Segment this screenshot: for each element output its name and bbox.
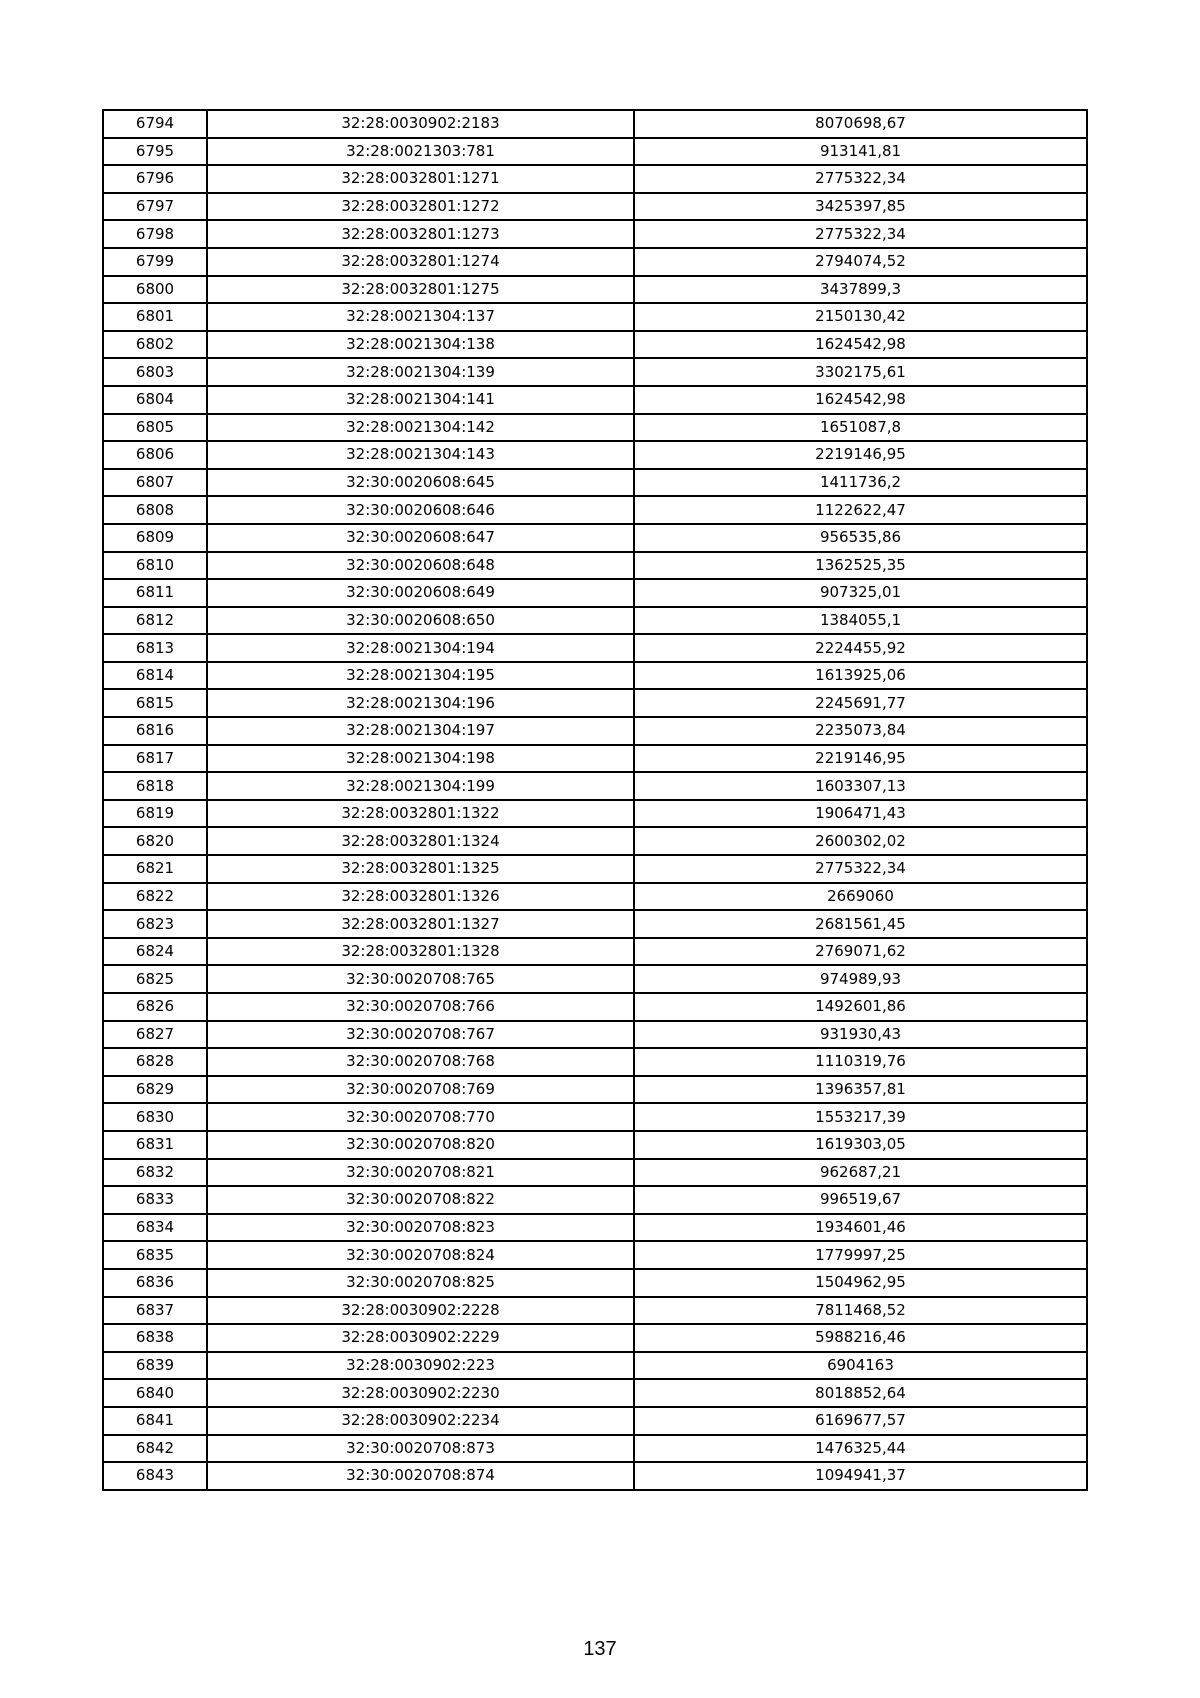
cadastral-number-cell: 32:28:0021304:194 [207, 634, 634, 662]
table-row [103, 110, 1087, 138]
table-row [103, 938, 1087, 966]
value-cell: 6169677,57 [634, 1407, 1087, 1435]
cadastral-number-cell: 32:28:0032801:1274 [207, 248, 634, 276]
row-number-cell: 6795 [103, 138, 207, 166]
table-row [103, 689, 1087, 717]
row-number-cell: 6804 [103, 386, 207, 414]
row-number-cell: 6827 [103, 1021, 207, 1049]
value-cell: 1906471,43 [634, 800, 1087, 828]
row-number-cell: 6819 [103, 800, 207, 828]
value-cell: 2219146,95 [634, 441, 1087, 469]
row-number-cell: 6803 [103, 358, 207, 386]
cadastral-number-cell: 32:28:0030902:223 [207, 1352, 634, 1380]
row-number-cell: 6840 [103, 1379, 207, 1407]
value-cell: 907325,01 [634, 579, 1087, 607]
value-cell: 2681561,45 [634, 910, 1087, 938]
row-number-cell: 6801 [103, 303, 207, 331]
value-cell: 2775322,34 [634, 855, 1087, 883]
row-number-cell: 6812 [103, 607, 207, 635]
cadastral-number-cell: 32:30:0020708:770 [207, 1103, 634, 1131]
row-number-cell: 6833 [103, 1186, 207, 1214]
table-row [103, 276, 1087, 304]
cadastral-number-cell: 32:28:0032801:1275 [207, 276, 634, 304]
table-row [103, 827, 1087, 855]
table-row [103, 1462, 1087, 1490]
table-row [103, 358, 1087, 386]
value-cell: 1624542,98 [634, 386, 1087, 414]
value-cell: 962687,21 [634, 1159, 1087, 1187]
value-cell: 6904163 [634, 1352, 1087, 1380]
row-number-cell: 6811 [103, 579, 207, 607]
table-row [103, 1379, 1087, 1407]
row-number-cell: 6807 [103, 469, 207, 497]
table-row [103, 303, 1087, 331]
table-row [103, 1269, 1087, 1297]
row-number-cell: 6842 [103, 1435, 207, 1463]
row-number-cell: 6831 [103, 1131, 207, 1159]
cadastral-number-cell: 32:30:0020708:873 [207, 1435, 634, 1463]
cadastral-number-cell: 32:28:0021304:195 [207, 662, 634, 690]
value-cell: 2224455,92 [634, 634, 1087, 662]
row-number-cell: 6805 [103, 414, 207, 442]
value-cell: 1411736,2 [634, 469, 1087, 497]
cadastral-number-cell: 32:28:0032801:1325 [207, 855, 634, 883]
value-cell: 2245691,77 [634, 689, 1087, 717]
table-row [103, 441, 1087, 469]
table-row [103, 1159, 1087, 1187]
value-cell: 1384055,1 [634, 607, 1087, 635]
cadastral-number-cell: 32:28:0032801:1328 [207, 938, 634, 966]
value-cell: 1613925,06 [634, 662, 1087, 690]
row-number-cell: 6816 [103, 717, 207, 745]
cadastral-number-cell: 32:28:0032801:1326 [207, 883, 634, 911]
table-row [103, 993, 1087, 1021]
row-number-cell: 6834 [103, 1214, 207, 1242]
table-row [103, 331, 1087, 359]
table-row [103, 579, 1087, 607]
value-cell: 2235073,84 [634, 717, 1087, 745]
value-cell: 931930,43 [634, 1021, 1087, 1049]
table-row [103, 745, 1087, 773]
row-number-cell: 6838 [103, 1324, 207, 1352]
row-number-cell: 6841 [103, 1407, 207, 1435]
table-row [103, 1352, 1087, 1380]
cadastral-number-cell: 32:28:0030902:2183 [207, 110, 634, 138]
row-number-cell: 6815 [103, 689, 207, 717]
cadastral-number-cell: 32:30:0020708:823 [207, 1214, 634, 1242]
cadastral-number-cell: 32:28:0032801:1322 [207, 800, 634, 828]
row-number-cell: 6813 [103, 634, 207, 662]
row-number-cell: 6796 [103, 165, 207, 193]
cadastral-number-cell: 32:30:0020708:825 [207, 1269, 634, 1297]
value-cell: 2669060 [634, 883, 1087, 911]
value-cell: 1094941,37 [634, 1462, 1087, 1490]
value-cell: 913141,81 [634, 138, 1087, 166]
cadastral-number-cell: 32:30:0020708:822 [207, 1186, 634, 1214]
table-row [103, 1076, 1087, 1104]
table-row [103, 1021, 1087, 1049]
value-cell: 3302175,61 [634, 358, 1087, 386]
value-cell: 3437899,3 [634, 276, 1087, 304]
cadastral-number-cell: 32:30:0020608:650 [207, 607, 634, 635]
value-cell: 5988216,46 [634, 1324, 1087, 1352]
table-row [103, 1103, 1087, 1131]
table-row [103, 1324, 1087, 1352]
value-cell: 1476325,44 [634, 1435, 1087, 1463]
value-cell: 1651087,8 [634, 414, 1087, 442]
value-cell: 7811468,52 [634, 1297, 1087, 1325]
table-row [103, 662, 1087, 690]
cadastral-number-cell: 32:28:0021304:197 [207, 717, 634, 745]
cadastral-number-cell: 32:30:0020708:824 [207, 1241, 634, 1269]
page-number: 137 [583, 1638, 617, 1660]
table-row [103, 883, 1087, 911]
row-number-cell: 6808 [103, 496, 207, 524]
row-number-cell: 6822 [103, 883, 207, 911]
table-row [103, 1407, 1087, 1435]
row-number-cell: 6797 [103, 193, 207, 221]
cadastral-number-cell: 32:30:0020608:645 [207, 469, 634, 497]
cadastral-number-cell: 32:30:0020608:646 [207, 496, 634, 524]
cadastral-number-cell: 32:28:0030902:2229 [207, 1324, 634, 1352]
row-number-cell: 6809 [103, 524, 207, 552]
value-cell: 2219146,95 [634, 745, 1087, 773]
row-number-cell: 6830 [103, 1103, 207, 1131]
table-row [103, 524, 1087, 552]
cadastral-number-cell: 32:28:0021304:139 [207, 358, 634, 386]
table-row [103, 469, 1087, 497]
cadastral-number-cell: 32:30:0020708:765 [207, 965, 634, 993]
row-number-cell: 6818 [103, 772, 207, 800]
table-row [103, 1435, 1087, 1463]
cadastral-number-cell: 32:28:0030902:2230 [207, 1379, 634, 1407]
value-cell: 2775322,34 [634, 165, 1087, 193]
value-cell: 1934601,46 [634, 1214, 1087, 1242]
row-number-cell: 6832 [103, 1159, 207, 1187]
cadastral-number-cell: 32:28:0032801:1327 [207, 910, 634, 938]
value-cell: 2775322,34 [634, 220, 1087, 248]
value-cell: 1603307,13 [634, 772, 1087, 800]
cadastral-number-cell: 32:28:0021303:781 [207, 138, 634, 166]
row-number-cell: 6806 [103, 441, 207, 469]
row-number-cell: 6820 [103, 827, 207, 855]
value-cell: 3425397,85 [634, 193, 1087, 221]
value-cell: 1504962,95 [634, 1269, 1087, 1297]
table-row [103, 1297, 1087, 1325]
cadastral-number-cell: 32:28:0032801:1273 [207, 220, 634, 248]
table-row [103, 138, 1087, 166]
value-cell: 2769071,62 [634, 938, 1087, 966]
row-number-cell: 6817 [103, 745, 207, 773]
table-row [103, 772, 1087, 800]
table-row [103, 248, 1087, 276]
cadastral-number-cell: 32:30:0020708:768 [207, 1048, 634, 1076]
cadastral-number-cell: 32:30:0020608:649 [207, 579, 634, 607]
table-row [103, 193, 1087, 221]
row-number-cell: 6825 [103, 965, 207, 993]
table-row [103, 607, 1087, 635]
cadastral-number-cell: 32:28:0021304:137 [207, 303, 634, 331]
row-number-cell: 6828 [103, 1048, 207, 1076]
value-cell: 1492601,86 [634, 993, 1087, 1021]
row-number-cell: 6829 [103, 1076, 207, 1104]
table-body [103, 110, 1087, 1490]
cadastral-number-cell: 32:28:0032801:1272 [207, 193, 634, 221]
cadastral-number-cell: 32:28:0021304:138 [207, 331, 634, 359]
row-number-cell: 6794 [103, 110, 207, 138]
table-row [103, 910, 1087, 938]
cadastral-number-cell: 32:30:0020708:767 [207, 1021, 634, 1049]
cadastral-number-cell: 32:28:0021304:199 [207, 772, 634, 800]
table-row [103, 1048, 1087, 1076]
cadastral-number-cell: 32:28:0021304:142 [207, 414, 634, 442]
row-number-cell: 6802 [103, 331, 207, 359]
row-number-cell: 6799 [103, 248, 207, 276]
value-cell: 1362525,35 [634, 552, 1087, 580]
value-cell: 1553217,39 [634, 1103, 1087, 1131]
table-row [103, 800, 1087, 828]
value-cell: 1624542,98 [634, 331, 1087, 359]
table-row [103, 1131, 1087, 1159]
row-number-cell: 6821 [103, 855, 207, 883]
value-cell: 1779997,25 [634, 1241, 1087, 1269]
value-cell: 974989,93 [634, 965, 1087, 993]
cadastral-number-cell: 32:30:0020708:820 [207, 1131, 634, 1159]
table-row [103, 1241, 1087, 1269]
cadastral-number-cell: 32:28:0030902:2234 [207, 1407, 634, 1435]
cadastral-number-cell: 32:28:0032801:1324 [207, 827, 634, 855]
cadastral-number-cell: 32:28:0030902:2228 [207, 1297, 634, 1325]
table-row [103, 1214, 1087, 1242]
table-row [103, 165, 1087, 193]
value-cell: 8018852,64 [634, 1379, 1087, 1407]
value-cell: 1110319,76 [634, 1048, 1087, 1076]
cadastral-number-cell: 32:30:0020708:769 [207, 1076, 634, 1104]
table-row [103, 552, 1087, 580]
row-number-cell: 6823 [103, 910, 207, 938]
row-number-cell: 6837 [103, 1297, 207, 1325]
cadastral-number-cell: 32:30:0020708:766 [207, 993, 634, 1021]
value-cell: 1396357,81 [634, 1076, 1087, 1104]
cadastral-value-table [102, 109, 1088, 1491]
row-number-cell: 6798 [103, 220, 207, 248]
value-cell: 2600302,02 [634, 827, 1087, 855]
cadastral-number-cell: 32:30:0020708:821 [207, 1159, 634, 1187]
value-cell: 8070698,67 [634, 110, 1087, 138]
table-row [103, 386, 1087, 414]
row-number-cell: 6824 [103, 938, 207, 966]
value-cell: 956535,86 [634, 524, 1087, 552]
table-row [103, 1186, 1087, 1214]
table-row [103, 414, 1087, 442]
row-number-cell: 6800 [103, 276, 207, 304]
row-number-cell: 6836 [103, 1269, 207, 1297]
row-number-cell: 6843 [103, 1462, 207, 1490]
cadastral-number-cell: 32:30:0020708:874 [207, 1462, 634, 1490]
value-cell: 2150130,42 [634, 303, 1087, 331]
table-row [103, 965, 1087, 993]
cadastral-number-cell: 32:30:0020608:648 [207, 552, 634, 580]
value-cell: 996519,67 [634, 1186, 1087, 1214]
row-number-cell: 6835 [103, 1241, 207, 1269]
row-number-cell: 6810 [103, 552, 207, 580]
value-cell: 1122622,47 [634, 496, 1087, 524]
value-cell: 2794074,52 [634, 248, 1087, 276]
row-number-cell: 6814 [103, 662, 207, 690]
cadastral-number-cell: 32:28:0021304:196 [207, 689, 634, 717]
table-row [103, 717, 1087, 745]
table-row [103, 220, 1087, 248]
cadastral-number-cell: 32:28:0032801:1271 [207, 165, 634, 193]
value-cell: 1619303,05 [634, 1131, 1087, 1159]
row-number-cell: 6826 [103, 993, 207, 1021]
table-row [103, 496, 1087, 524]
table-row [103, 855, 1087, 883]
cadastral-number-cell: 32:28:0021304:141 [207, 386, 634, 414]
table-row [103, 634, 1087, 662]
cadastral-number-cell: 32:30:0020608:647 [207, 524, 634, 552]
cadastral-number-cell: 32:28:0021304:198 [207, 745, 634, 773]
row-number-cell: 6839 [103, 1352, 207, 1380]
cadastral-number-cell: 32:28:0021304:143 [207, 441, 634, 469]
